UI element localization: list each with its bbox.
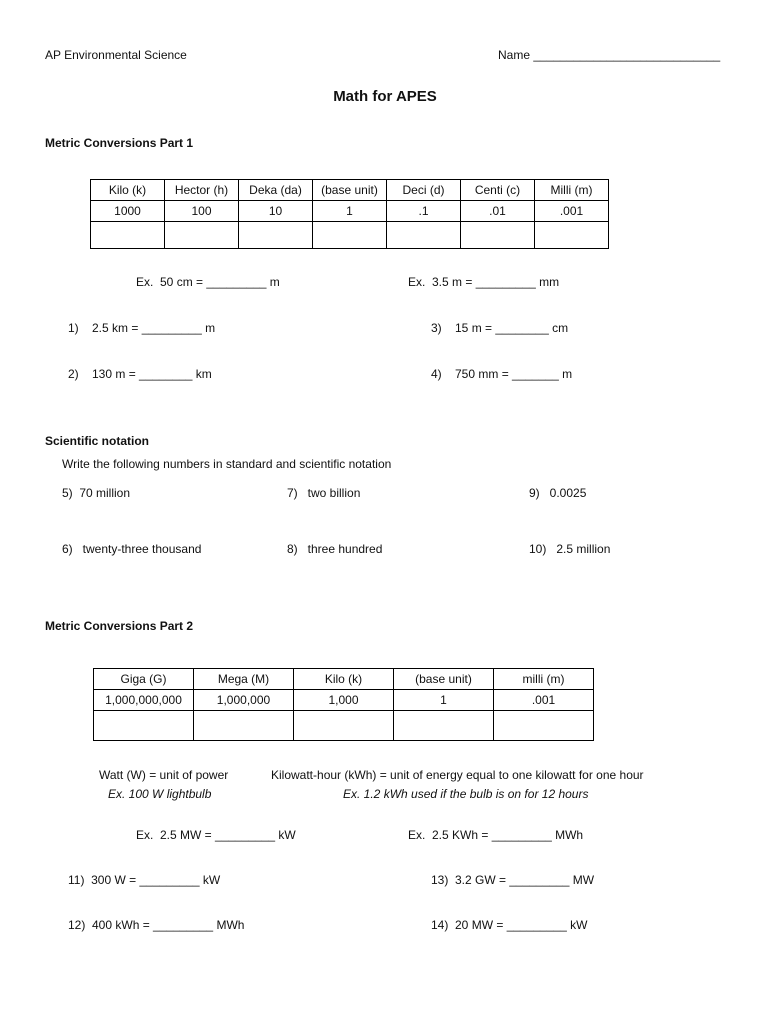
table-blank-cell[interactable] xyxy=(165,222,239,249)
table-value-cell: 1,000,000 xyxy=(194,690,294,711)
problem-item[interactable]: 14) 20 MW = _________ kW xyxy=(431,918,588,932)
table-header-cell: Giga (G) xyxy=(94,669,194,690)
table-header-cell: Kilo (k) xyxy=(91,180,165,201)
kwh-example: Ex. 1.2 kWh used if the bulb is on for 12 hours xyxy=(343,787,589,801)
sci-item[interactable]: 7) two billion xyxy=(287,486,361,500)
sci-item[interactable]: 6) twenty-three thousand xyxy=(62,542,202,556)
problem-item[interactable]: 1) 2.5 km = _________ m xyxy=(68,321,216,335)
sci-item[interactable]: 8) three hundred xyxy=(287,542,383,556)
kwh-definition: Kilowatt-hour (kWh) = unit of energy equal to one kilowatt for one hour xyxy=(271,768,644,782)
watt-definition: Watt (W) = unit of power xyxy=(99,768,229,782)
table-header-cell: Mega (M) xyxy=(194,669,294,690)
table-header-cell: Centi (c) xyxy=(461,180,535,201)
sci-item[interactable]: 5) 70 million xyxy=(62,486,131,500)
table-value-cell: 100 xyxy=(165,201,239,222)
sci-item[interactable]: 10) 2.5 million xyxy=(529,542,611,556)
table-blank-cell[interactable] xyxy=(535,222,609,249)
table-blank-cell[interactable] xyxy=(94,711,194,741)
table-header-cell: Kilo (k) xyxy=(294,669,394,690)
example-problem: Ex. 2.5 KWh = _________ MWh xyxy=(408,828,584,842)
watt-example: Ex. 100 W lightbulb xyxy=(108,787,212,801)
table-blank-cell[interactable] xyxy=(294,711,394,741)
problem-item[interactable]: 11) 300 W = _________ kW xyxy=(68,873,221,887)
part2-heading: Metric Conversions Part 2 xyxy=(45,619,194,633)
table-value-cell: .01 xyxy=(461,201,535,222)
table-value-cell: .001 xyxy=(535,201,609,222)
table-blank-cell[interactable] xyxy=(239,222,313,249)
table-blank-cell[interactable] xyxy=(91,222,165,249)
sci-notation-instruction: Write the following numbers in standard and scientific notation xyxy=(62,457,392,471)
table-value-cell: 1000 xyxy=(91,201,165,222)
metric-table-part2 xyxy=(93,668,594,741)
course-label: AP Environmental Science xyxy=(45,48,187,62)
table-header-cell: (base unit) xyxy=(394,669,494,690)
problem-item[interactable]: 3) 15 m = ________ cm xyxy=(431,321,569,335)
table-value-cell: 1,000 xyxy=(294,690,394,711)
metric-table-part1 xyxy=(90,179,609,249)
table-header-cell: Deci (d) xyxy=(387,180,461,201)
table-header-cell: Milli (m) xyxy=(535,180,609,201)
student-name-field[interactable]: Name ____________________________ xyxy=(498,48,721,62)
problem-item[interactable]: 2) 130 m = ________ km xyxy=(68,367,212,381)
problem-item[interactable]: 13) 3.2 GW = _________ MW xyxy=(431,873,595,887)
part1-heading: Metric Conversions Part 1 xyxy=(45,136,194,150)
table-blank-cell[interactable] xyxy=(387,222,461,249)
problem-item[interactable]: 12) 400 kWh = _________ MWh xyxy=(68,918,245,932)
table-value-cell: .001 xyxy=(494,690,594,711)
table-header-cell: (base unit) xyxy=(313,180,387,201)
table-value-cell: 1,000,000,000 xyxy=(94,690,194,711)
sci-item[interactable]: 9) 0.0025 xyxy=(529,486,587,500)
table-blank-cell[interactable] xyxy=(313,222,387,249)
table-blank-cell[interactable] xyxy=(394,711,494,741)
example-problem: Ex. 50 cm = _________ m xyxy=(136,275,280,289)
example-problem: Ex. 2.5 MW = _________ kW xyxy=(136,828,296,842)
sci-notation-heading: Scientific notation xyxy=(45,434,150,448)
table-value-cell: .1 xyxy=(387,201,461,222)
table-value-cell: 1 xyxy=(313,201,387,222)
table-header-cell: Deka (da) xyxy=(239,180,313,201)
table-value-cell: 1 xyxy=(394,690,494,711)
table-header-cell: milli (m) xyxy=(494,669,594,690)
table-blank-cell[interactable] xyxy=(461,222,535,249)
table-blank-cell[interactable] xyxy=(194,711,294,741)
page-title: Math for APES xyxy=(333,88,437,105)
table-header-cell: Hector (h) xyxy=(165,180,239,201)
example-problem: Ex. 3.5 m = _________ mm xyxy=(408,275,560,289)
table-value-cell: 10 xyxy=(239,201,313,222)
problem-item[interactable]: 4) 750 mm = _______ m xyxy=(431,367,573,381)
table-blank-cell[interactable] xyxy=(494,711,594,741)
